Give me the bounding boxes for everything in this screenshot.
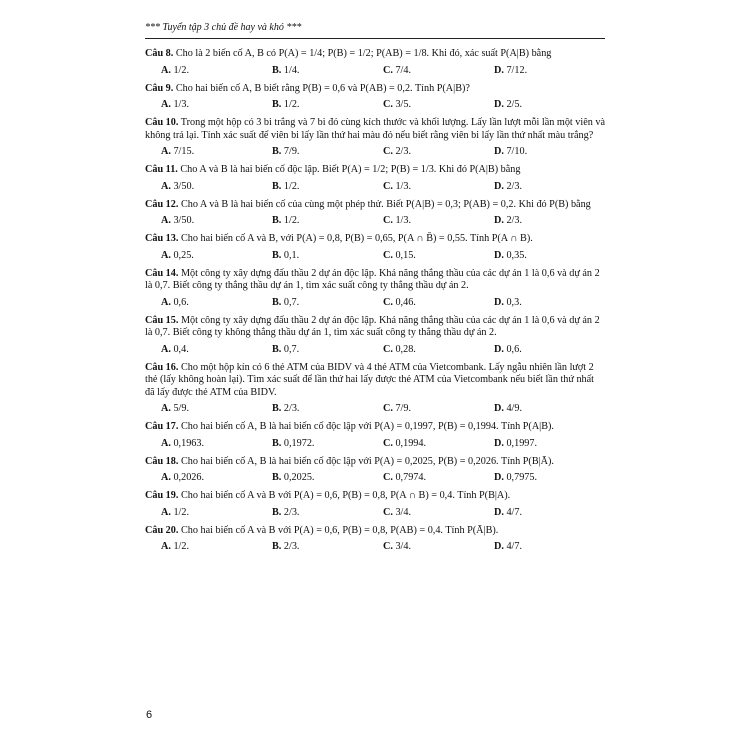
question-body: Cho hai biến cố A, B là hai biến cố độc lập với P(A) = 0,1997, P(B) = 0,1994. Tính P(A|B). (180, 421, 554, 432)
answer-option (272, 65, 383, 77)
option-label: D. (494, 343, 504, 355)
question-body: Cho A và B là hai biến cố độc lập. Biết P(A) = 1/2; P(B) = 1/3. Khi đó P(A|B) bằng (180, 164, 521, 175)
question-body: Một công ty xây dựng đấu thầu 2 dự án độc lập. Khả năng thắng thầu của các dự án 1 là 0,6 và dự án 2 là 0,7. Biết công ty không thắng thầu dự án 1, tìm xác suất công ty thắng thầu dự án 2. (145, 314, 600, 338)
answer-options (161, 65, 605, 77)
option-value: 2/3. (395, 146, 412, 157)
answer-option (494, 65, 605, 77)
option-label: B. (272, 541, 282, 552)
answer-option (161, 403, 272, 415)
option-label: A. (161, 541, 171, 552)
question-text (145, 83, 605, 96)
question-body: Cho hai biến cố A và B với P(A) = 0,6, P(B) = 0,8, P(AB) = 0,4. Tính P(Ā|B). (180, 524, 499, 536)
answer-options (161, 146, 605, 158)
answer-option (272, 472, 383, 484)
answer-option (494, 250, 605, 262)
answer-option (161, 181, 272, 193)
option-value: 0,4. (173, 343, 189, 355)
answer-option (161, 215, 272, 227)
question-text (145, 117, 605, 142)
option-label: C. (383, 99, 393, 110)
option-label: A. (161, 99, 171, 110)
option-label: C. (383, 296, 393, 308)
option-label: A. (161, 215, 171, 226)
answer-option (272, 250, 383, 262)
answer-option (272, 181, 383, 193)
option-label: B. (272, 506, 282, 518)
question-block (145, 421, 605, 450)
option-label: A. (161, 472, 171, 483)
option-value: 4/7. (506, 541, 523, 552)
option-value: 7/4. (395, 64, 412, 76)
option-value: 4/7. (506, 506, 523, 518)
answer-option (494, 215, 605, 227)
option-value: 7/9. (395, 403, 412, 414)
option-value: 7/15. (173, 146, 195, 157)
option-value: 7/10. (506, 146, 528, 157)
answer-option (161, 438, 272, 450)
answer-option (383, 99, 494, 111)
question-block (145, 199, 605, 228)
answer-option (161, 472, 272, 484)
option-value: 7/9. (283, 146, 300, 157)
option-label: B. (272, 146, 282, 157)
option-label: D. (494, 249, 504, 261)
option-label: C. (383, 437, 393, 449)
option-value: 2/3. (506, 215, 523, 226)
question-body: Trong một hộp có 3 bi trắng và 7 bi đỏ cùng kích thước và khối lượng. Lấy lần lượt mỗi lần một viên và không trả lại. Tính xác suất để viên bi lấy lần thứ hai màu đỏ nếu biết rằng viên bi lấy lần thứ nhất màu trắng? (145, 117, 606, 141)
option-label: D. (494, 506, 504, 518)
option-value: 5/9. (173, 403, 190, 414)
question-number: Câu 11. (145, 164, 178, 175)
answer-option (272, 507, 383, 519)
question-block (145, 48, 605, 77)
answer-option (161, 146, 272, 158)
question-text (145, 421, 605, 434)
option-label: B. (272, 99, 282, 110)
option-value: 0,35. (506, 249, 527, 261)
question-text (145, 490, 605, 503)
option-value: 1/2. (283, 215, 300, 226)
option-value: 1/4. (283, 64, 300, 76)
answer-option (494, 99, 605, 111)
question-block (145, 117, 605, 158)
option-value: 0,2025. (283, 472, 315, 483)
option-value: 1/2. (173, 541, 190, 552)
option-value: 0,28. (395, 343, 416, 355)
option-label: A. (161, 296, 171, 308)
option-value: 0,25. (173, 249, 194, 261)
answer-option (494, 472, 605, 484)
option-label: C. (383, 64, 393, 76)
answer-options (161, 215, 605, 227)
option-label: D. (494, 403, 504, 414)
option-label: A. (161, 146, 171, 157)
answer-options (161, 507, 605, 519)
option-value: 3/50. (173, 215, 195, 226)
question-block (145, 362, 605, 416)
option-label: B. (272, 215, 282, 226)
answer-options (161, 403, 605, 415)
option-value: 0,7974. (395, 472, 427, 483)
header-rule (145, 38, 605, 39)
option-label: A. (161, 506, 171, 518)
option-label: C. (383, 215, 393, 226)
option-label: D. (494, 472, 504, 483)
option-value: 0,6. (173, 296, 189, 308)
option-label: C. (383, 180, 393, 192)
option-value: 1/3. (395, 215, 412, 226)
option-value: 1/2. (283, 180, 300, 192)
option-value: 1/2. (173, 506, 190, 518)
option-label: A. (161, 437, 171, 449)
option-value: 0,1972. (283, 437, 315, 449)
option-value: 1/3. (395, 180, 412, 192)
answer-options (161, 541, 605, 553)
option-label: D. (494, 146, 504, 157)
answer-option (272, 297, 383, 309)
question-body: Cho hai biến cố A, B là hai biến cố độc lập với P(A) = 0,2025, P(B) = 0,2026. Tính P(B|Ā). (180, 455, 554, 467)
option-label: D. (494, 215, 504, 226)
option-label: B. (272, 437, 282, 449)
option-value: 3/50. (173, 180, 195, 192)
answer-option (161, 250, 272, 262)
answer-options (161, 99, 605, 111)
option-label: A. (161, 180, 171, 192)
option-label: B. (272, 296, 282, 308)
option-value: 2/3. (506, 180, 523, 192)
option-label: A. (161, 249, 171, 261)
answer-option (272, 438, 383, 450)
answer-option (272, 541, 383, 553)
option-label: D. (494, 64, 504, 76)
question-text (145, 362, 605, 400)
option-label: B. (272, 64, 282, 76)
option-label: A. (161, 64, 171, 76)
answer-option (383, 297, 494, 309)
option-label: B. (272, 180, 282, 192)
answer-option (161, 541, 272, 553)
question-number: Câu 8. (145, 48, 174, 59)
question-number: Câu 13. (145, 233, 179, 244)
answer-options (161, 297, 605, 309)
option-label: B. (272, 343, 282, 355)
question-text (145, 525, 605, 538)
question-number: Câu 10. (145, 117, 179, 128)
option-label: D. (494, 437, 504, 449)
option-value: 0,1. (283, 249, 300, 261)
question-number: Câu 12. (145, 198, 179, 210)
question-body: Một công ty xây dựng đấu thầu 2 dự án độc lập. Khả năng thắng thầu của các dự án 1 là 0,6 và dự án 2 là 0,7. Biết công ty thắng thầu dự án 1, tìm xác suất công ty thắng thầu dự án 2. (145, 267, 600, 291)
question-block (145, 268, 605, 309)
option-value: 0,1963. (173, 437, 205, 449)
answer-option (161, 297, 272, 309)
running-header: *** Tuyển tập 3 chủ đề hay và khó *** (145, 22, 302, 33)
option-value: 0,46. (395, 296, 416, 308)
question-text (145, 456, 605, 469)
answer-option (383, 146, 494, 158)
option-value: 0,7. (283, 343, 300, 355)
question-list (145, 48, 605, 559)
option-label: D. (494, 541, 504, 552)
page-number: 6 (146, 709, 153, 721)
answer-option (161, 344, 272, 356)
option-label: C. (383, 541, 393, 552)
answer-options (161, 472, 605, 484)
answer-option (494, 297, 605, 309)
answer-option (383, 403, 494, 415)
question-body: Cho là 2 biến cố A, B có P(A) = 1/4; P(B) = 1/2; P(AB) = 1/8. Khi đó, xác suất P(A|B) bằng (175, 48, 552, 59)
answer-option (272, 344, 383, 356)
answer-option (383, 65, 494, 77)
answer-option (272, 403, 383, 415)
answer-option (272, 215, 383, 227)
answer-option (383, 472, 494, 484)
question-text (145, 315, 605, 340)
option-value: 0,6. (506, 343, 522, 355)
answer-option (494, 403, 605, 415)
option-label: D. (494, 180, 504, 192)
question-number: Câu 16. (145, 361, 179, 373)
option-value: 2/5. (506, 99, 523, 110)
option-label: B. (272, 403, 282, 414)
question-number: Câu 18. (145, 455, 179, 467)
option-value: 2/3. (283, 541, 300, 552)
option-value: 1/2. (173, 64, 190, 76)
answer-option (383, 541, 494, 553)
question-body: Cho hai biến cố A và B với P(A) = 0,6, P(B) = 0,8, P(A ∩ B) = 0,4. Tính P(B|A). (180, 490, 511, 501)
question-text (145, 164, 605, 177)
option-label: B. (272, 472, 282, 483)
answer-option (272, 99, 383, 111)
option-value: 4/9. (506, 403, 523, 414)
question-body: Cho hai biến cố A, B biết rằng P(B) = 0,6 và P(AB) = 0,2. Tính P(A|B)? (175, 82, 470, 94)
question-text (145, 268, 605, 293)
option-label: C. (383, 146, 393, 157)
question-number: Câu 20. (145, 524, 179, 536)
answer-options (161, 344, 605, 356)
question-block (145, 525, 605, 554)
question-block (145, 233, 605, 262)
answer-option (161, 99, 272, 111)
question-block (145, 83, 605, 112)
option-value: 3/5. (395, 99, 412, 110)
answer-option (383, 344, 494, 356)
answer-option (272, 146, 383, 158)
option-value: 0,3. (506, 296, 522, 308)
answer-option (161, 507, 272, 519)
question-number: Câu 15. (145, 314, 179, 326)
option-label: D. (494, 99, 504, 110)
answer-option (494, 438, 605, 450)
option-label: C. (383, 506, 393, 518)
option-value: 3/4. (395, 506, 412, 518)
option-value: 7/12. (506, 64, 528, 76)
question-text (145, 233, 605, 246)
option-value: 3/4. (395, 541, 412, 552)
question-block (145, 456, 605, 485)
answer-option (161, 65, 272, 77)
answer-option (494, 541, 605, 553)
answer-option (494, 181, 605, 193)
answer-option (383, 215, 494, 227)
option-label: C. (383, 249, 393, 261)
answer-option (383, 507, 494, 519)
question-block (145, 315, 605, 356)
option-label: A. (161, 403, 171, 414)
answer-options (161, 438, 605, 450)
option-value: 1/2. (283, 99, 300, 110)
option-value: 2/3. (283, 506, 300, 518)
question-block (145, 164, 605, 193)
answer-option (494, 146, 605, 158)
option-value: 0,15. (395, 249, 416, 261)
question-number: Câu 17. (145, 421, 179, 432)
option-value: 0,1994. (395, 437, 427, 449)
question-body: Cho A và B là hai biến cố của cùng một phép thử. Biết P(A|B) = 0,3; P(AB) = 0,2. Khi đó P(B) bằng (180, 198, 591, 210)
option-label: B. (272, 249, 282, 261)
answer-options (161, 181, 605, 193)
answer-option (494, 507, 605, 519)
answer-options (161, 250, 605, 262)
question-body: Cho một hộp kín có 6 thẻ ATM của BIDV và 4 thẻ ATM của Vietcombank. Lấy ngẫu nhiên lần lượt 2 thẻ (lấy không hoàn lại). Tìm xác suất để lần thứ hai lấy được thẻ ATM của Vietcombank nếu biết lần thứ nhất đã lấy được thẻ ATM của BIDV. (145, 361, 595, 398)
question-body: Cho hai biến cố A và B, với P(A) = 0,8, P(B) = 0,65, P(A ∩ B̄) = 0,55. Tính P(A ∩ B). (180, 233, 533, 244)
option-label: C. (383, 343, 393, 355)
option-value: 1/3. (173, 99, 190, 110)
question-text (145, 199, 605, 212)
option-label: A. (161, 343, 171, 355)
question-number: Câu 19. (145, 490, 179, 501)
option-label: D. (494, 296, 504, 308)
option-value: 0,2026. (173, 472, 205, 483)
option-value: 2/3. (283, 403, 300, 414)
option-label: C. (383, 472, 393, 483)
question-number: Câu 14. (145, 267, 179, 279)
question-text (145, 48, 605, 61)
answer-option (383, 250, 494, 262)
answer-option (383, 438, 494, 450)
option-label: C. (383, 403, 393, 414)
question-block (145, 490, 605, 519)
question-number: Câu 9. (145, 82, 174, 94)
answer-option (494, 344, 605, 356)
option-value: 0,7. (283, 296, 300, 308)
option-value: 0,1997. (506, 437, 538, 449)
answer-option (383, 181, 494, 193)
option-value: 0,7975. (506, 472, 538, 483)
